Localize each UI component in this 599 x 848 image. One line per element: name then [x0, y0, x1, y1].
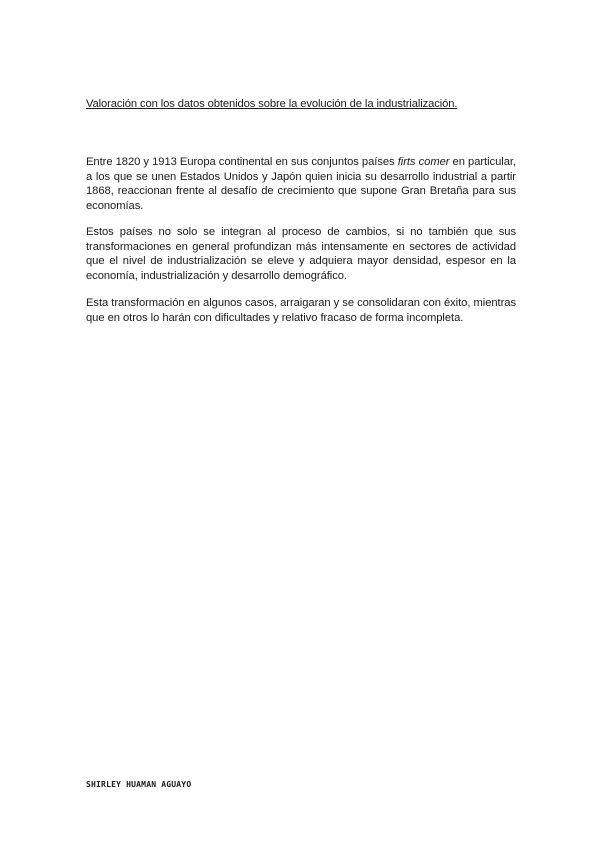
paragraph-3-text: Esta transformación en algunos casos, arraigaran y se consolidaran con éxito, mientras que en otros lo harán con dificultades y relativo fracaso de forma incompleta.: [86, 297, 516, 324]
paragraph-1-text-start: Entre 1820 y 1913 Europa continental en sus conjuntos países: [86, 156, 398, 168]
paragraph-3: [86, 296, 516, 325]
paragraph-1-text-end: en particular, a los que se unen Estados Unidos y Japón quien inicia su desarrollo industrial a partir 1868, reaccionan frente al desafío de crecimiento que supone Gran Bretaña para sus economías.: [86, 156, 516, 212]
paragraph-1-italic-term: firts comer: [397, 156, 450, 168]
document-title: Valoración con los datos obtenidos sobre la evolución de la industrialización.: [86, 98, 458, 110]
author-footer: SHIRLEY HUAMAN AGUAYO: [86, 780, 192, 789]
paragraph-2-text: Estos países no solo se integran al proceso de cambios, si no también que sus transformaciones en general profundizan más intensamente en sectores de actividad que el nivel de industrialización se eleve y adquiera mayor densidad, espesor en la economía, industrialización y desarrollo demográfico.: [86, 226, 516, 282]
paragraph-2: [86, 225, 516, 283]
paragraph-1: [86, 155, 516, 213]
